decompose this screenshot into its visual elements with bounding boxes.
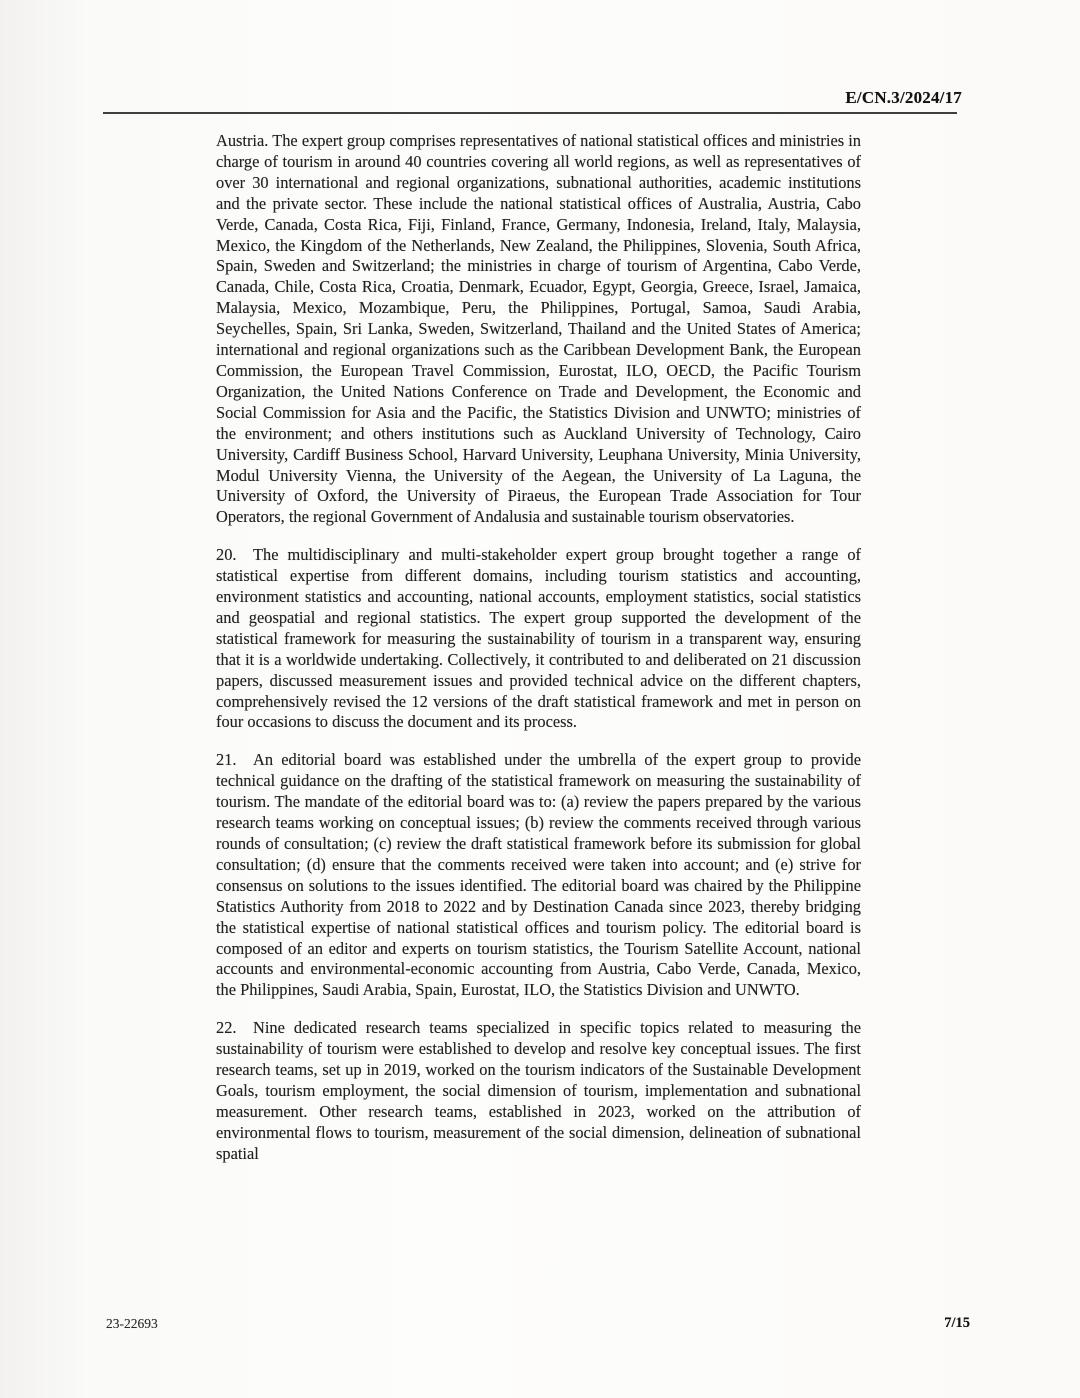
paragraph-22	[216, 1018, 861, 1164]
footer-page-number: 7/15	[944, 1315, 970, 1331]
paragraph-number: 20.	[216, 545, 237, 565]
paragraph-continuation	[216, 131, 861, 528]
paragraph-number: 21.	[216, 750, 237, 770]
paragraph-text: Nine dedicated research teams specialized in specific topics related to measuring the sustainability of tourism were established to develop and resolve key conceptual issues. The first research teams, set up in 2019, worked on the tourism indicators of the Sustainable Development Goals, tourism employment, the social dimension of tourism, implementation and subnational measurement. Other research teams, established in 2023, worked on the attribution of environmental flows to tourism, measurement of the social dimension, delineation of subnational spatial	[216, 1018, 861, 1163]
document-body	[216, 131, 861, 1182]
paragraph-21	[216, 750, 861, 1001]
document-symbol: E/CN.3/2024/17	[845, 88, 962, 107]
paragraph-number: 22.	[216, 1018, 237, 1038]
paragraph-text: Austria. The expert group comprises representatives of national statistical offices and ministries in charge of tourism in around 40 countries covering all world regions, as well as representatives of over 30 international and regional organizations, subnational authorities, academic institutions and the private sector. These include the national statistical offices of Australia, Austria, Cabo Verde, Canada, Costa Rica, Fiji, Finland, France, Germany, Indonesia, Ireland, Italy, Malaysia, Mexico, the Kingdom of the Netherlands, New Zealand, the Philippines, Slovenia, South Africa, Spain, Sweden and Switzerland; the ministries in charge of tourism of Argentina, Cabo Verde, Canada, Chile, Costa Rica, Croatia, Denmark, Ecuador, Egypt, Georgia, Greece, Israel, Jamaica, Malaysia, Mexico, Mozambique, Peru, the Philippines, Portugal, Samoa, Saudi Arabia, Seychelles, Spain, Sri Lanka, Sweden, Switzerland, Thailand and the United States of America; international and regional organizations such as the Caribbean Development Bank, the European Commission, the European Travel Commission, Eurostat, ILO, OECD, the Pacific Tourism Organization, the United Nations Conference on Trade and Development, the Economic and Social Commission for Asia and the Pacific, the Statistics Division and UNWTO; ministries of the environment; and others institutions such as Auckland University of Technology, Cairo University, Cardiff Business School, Harvard University, Leuphana University, Minia University, Modul University Vienna, the University of the Aegean, the University of La Laguna, the University of Oxford, the University of Piraeus, the European Trade Association for Tour Operators, the regional Government of Andalusia and sustainable tourism observatories.	[216, 131, 861, 527]
paragraph-20	[216, 545, 861, 733]
header-rule	[103, 112, 957, 114]
footer-job-number: 23-22693	[106, 1316, 158, 1331]
paragraph-text: The multidisciplinary and multi-stakeholder expert group brought together a range of statistical expertise from different domains, including tourism statistics and accounting, environment statistics and accounting, national accounts, employment statistics, social statistics and geospatial and regional statistics. The expert group supported the development of the statistical framework for measuring the sustainability of tourism in a transparent way, ensuring that it is a worldwide undertaking. Collectively, it contributed to and deliberated on 21 discussion papers, discussed measurement issues and provided technical advice on the different chapters, comprehensively revised the 12 versions of the draft statistical framework and met in person on four occasions to discuss the document and its process.	[216, 545, 861, 732]
paragraph-text: An editorial board was established under the umbrella of the expert group to provide technical guidance on the drafting of the statistical framework on measuring the sustainability of tourism. The mandate of the editorial board was to: (a) review the papers prepared by the various research teams working on conceptual issues; (b) review the comments received through various rounds of consultation; (c) review the draft statistical framework before its submission for global consultation; (d) ensure that the comments received were taken into account; and (e) strive for consensus on solutions to the issues identified. The editorial board was chaired by the Philippine Statistics Authority from 2018 to 2022 and by Destination Canada since 2023, thereby bridging the statistical expertise of national statistical offices and tourism policy. The editorial board is composed of an editor and experts on tourism statistics, the Tourism Satellite Account, national accounts and environmental-economic accounting from Austria, Cabo Verde, Canada, Mexico, the Philippines, Saudi Arabia, Spain, Eurostat, ILO, the Statistics Division and UNWTO.	[216, 750, 861, 1000]
